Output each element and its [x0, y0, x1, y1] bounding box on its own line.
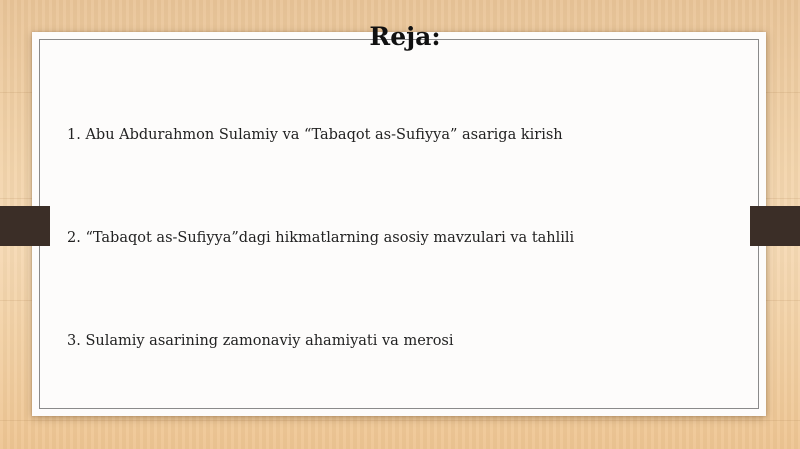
slide-paper — [32, 32, 766, 416]
paper-frame-border — [39, 39, 759, 409]
plan-item-2: 2. “Tabaqot as-Sufiyya”dagi hikmatlarning asosiy mavzulari va tahlili — [67, 230, 575, 246]
plan-item-1: 1. Abu Abdurahmon Sulamiy va “Tabaqot as-Sufiyya” asariga kirish — [67, 127, 563, 143]
plan-item-3: 3. Sulamiy asarining zamonaviy ahamiyati va merosi — [67, 333, 454, 349]
left-decorative-tab — [0, 206, 50, 246]
right-decorative-tab — [750, 206, 800, 246]
wood-grain-line — [0, 420, 800, 421]
slide-title: Reja: — [369, 22, 441, 51]
